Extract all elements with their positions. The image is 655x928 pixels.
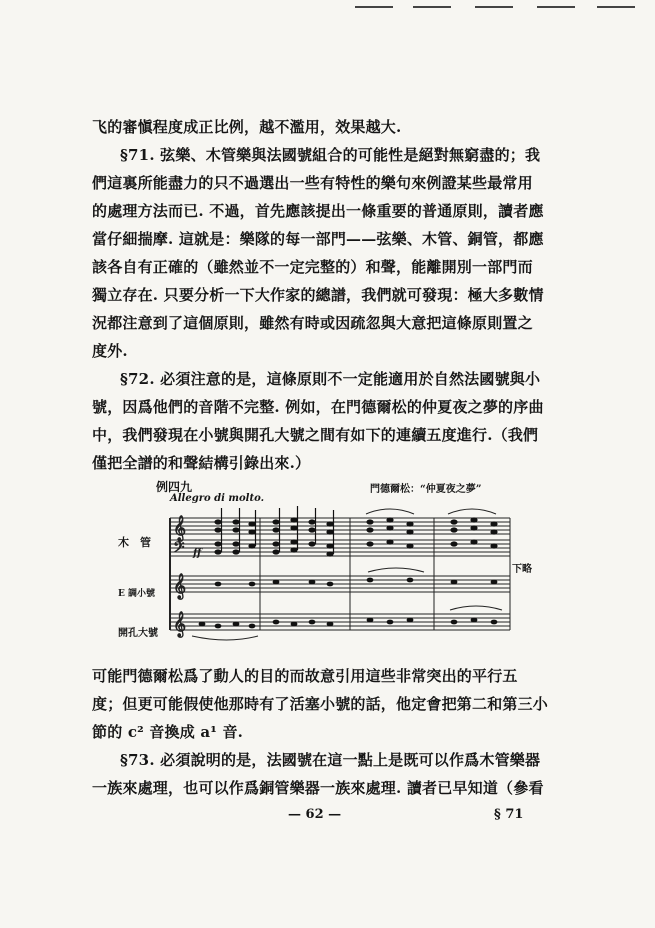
source-caption: 門德爾松：“仲夏夜之夢” <box>370 484 482 495</box>
text-line-14 <box>92 666 552 686</box>
text-line-13: 僅把全譜的和聲結構引錄出來.） <box>92 454 311 472</box>
text-line-18: 一族來處理，也可以作爲銅管樂器一族來處理. 讀者已早知道（參看 <box>92 779 544 797</box>
example-label: 例四九 <box>156 480 193 494</box>
text-line-9: 度外. <box>92 342 128 360</box>
svg-text:𝄞: 𝄞 <box>173 515 187 541</box>
top-edge-marks <box>335 6 655 16</box>
tempo-marking: Allegro di molto. <box>170 493 265 504</box>
text-line-15: 度；但更可能假使他那時有了活塞小號的話，他定會把第二和第三小 <box>92 695 549 713</box>
staff-label-trumpet: E 調小號 <box>118 589 155 599</box>
figure-note: 下略 <box>512 564 532 575</box>
music-example-figure <box>118 478 550 646</box>
svg-text:𝄞: 𝄞 <box>173 611 187 637</box>
text-line-6: 該各自有正確的（雖然並不一定完整的）和聲，能離開別一部門而 <box>92 258 533 276</box>
svg-text:𝄢: 𝄢 <box>173 539 185 560</box>
footer-section-ref: § 71 <box>494 807 524 822</box>
text-line-11: 號，因爲他們的音階不完整. 例如，在門德爾松的仲夏夜之夢的序曲 <box>92 398 544 416</box>
section-71-heading: §71. 弦樂、木管樂與法國號組合的可能性是絕對無窮盡的；我 <box>120 146 541 164</box>
text-line-7: 獨立存在. 只要分析一下大作家的總譜，我們就可發現：極大多數情 <box>92 286 544 304</box>
text-line-8: 況都注意到了這個原則，雖然有時或因疏忽與大意把這條原則置之 <box>92 314 533 332</box>
svg-text:𝄞: 𝄞 <box>173 573 187 599</box>
text-line-3: 們這裏所能盡力的只不過選出一些有特性的樂句來例證某些最常用 <box>92 174 533 192</box>
text-line-16: 節的 c² 音換成 a¹ 音. <box>92 723 244 741</box>
section-72-heading: §72. 必須注意的是，這條原則不一定能適用於自然法國號與小 <box>120 370 541 388</box>
mendelssohn-name: 可能門德爾松爲了動人的目的而故意引用這些非常突出的平行五 <box>92 667 518 685</box>
text-line-5: 當仔細揣摩. 這就是：樂隊的每一部門——弦樂、木管、銅管，都應 <box>92 230 544 248</box>
dynamic-marking: ff <box>193 548 202 559</box>
text-line-12: 中，我們發現在小號與開孔大號之間有如下的連續五度進行.（我們 <box>92 426 539 444</box>
section-73-heading: §73. 必須說明的是，法國號在這一點上是既可以作爲木管樂器 <box>120 751 541 769</box>
music-score <box>118 478 550 646</box>
staff-label-horn: 開孔大號 <box>118 628 158 639</box>
staff-label-woodwinds: 木 管 <box>118 536 151 549</box>
page-number: — 62 — <box>288 807 342 822</box>
text-line-4: 的處理方法而已. 不過，首先應該提出一條重要的普通原則，讀者應 <box>92 202 544 220</box>
text-line-1: 飞的審愼程度成正比例，越不濫用，效果越大. <box>92 118 402 136</box>
